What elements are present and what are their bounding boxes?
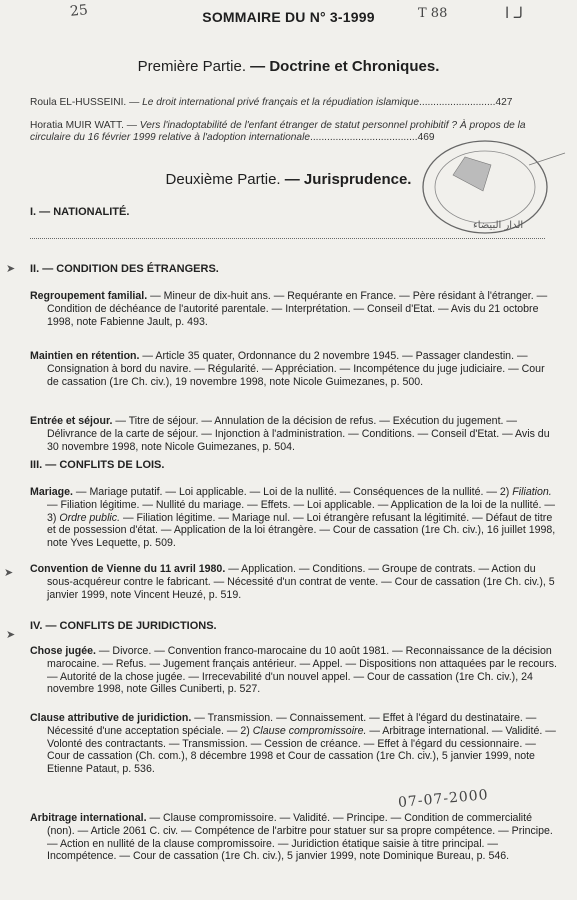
part-two-label: Deuxième Partie. <box>165 171 281 188</box>
entry-body: — Mineur de dix-huit ans. — Requérante en France. — Père résidant à l'étranger. — Condition de déchéance de l'autorité parentale. — Interprétation. — Conseil d'Etat. — Avis du 21 octobre 1998, note Fabienne Jault, p. 493. <box>47 290 548 328</box>
doctrine-dots: ...................................... <box>310 132 418 144</box>
doctrine-dots: ........................... <box>419 97 496 108</box>
doctrine-page: 427 <box>495 97 513 108</box>
library-stamp <box>419 135 567 237</box>
entry-body: — Titre de séjour. — Annulation de la décision de refus. — Exécution du jugement. — Délivrance de la carte de séjour. — Injonction à l'administration. — Conditions. — Conseil d'Etat. — Avis du 30 novembre 1998, note Nicole Guimezanes, p. 504. <box>47 415 550 453</box>
case-entry <box>30 486 558 550</box>
page-title: SOMMAIRE DU N° 3-1999 <box>202 9 375 25</box>
doctrine-title: — Vers l'inadoptabilité de l'enfant étranger de statut personnel prohibitif ? À propos de la circulaire du 16 février 1999 relative à l'adoption internationale <box>30 120 526 144</box>
part-one-heading <box>0 58 577 75</box>
doctrine-title: — Le droit international privé français et la répudiation islamique <box>126 97 420 108</box>
entry-body: — Application. — Conditions. — Groupe de contrats. — Action du sous-acquéreur contre le fabricant. — Nécessité d'un contrat de vente. — Cour de cassation (1re Ch. civ.), 5 janvier 1999, note Vincent Heuzé, p. 519. <box>47 563 555 601</box>
handwritten-arabic-mark: لـ ا <box>505 4 523 22</box>
case-entry <box>30 712 558 776</box>
part-one-title: — Doctrine et Chroniques. <box>250 58 440 75</box>
part-two-title: — Jurisprudence. <box>284 171 412 188</box>
entry-heading: Maintien en rétention. <box>30 350 140 362</box>
entry-body: — Article 35 quater, Ordonnance du 2 novembre 1945. — Passager clandestin. — Consignation à bord du navire. — Régularité. — Appréciation. — Incompétence du juge judiciaire. — Cour de cassation (1re Ch. civ.), 19 novembre 1998, note Nicole Guimezanes, p. 500. <box>47 350 545 388</box>
part-one-label: Première Partie. <box>137 58 246 75</box>
section-heading: II. — CONDITION DES ÉTRANGERS. <box>30 263 219 275</box>
section-heading: I. — NATIONALITÉ. <box>30 206 130 218</box>
handwritten-date: 07-07-2000 <box>397 787 490 811</box>
case-entry <box>30 563 558 601</box>
entry-body: — Divorce. — Convention franco-marocaine du 10 août 1981. — Reconnaissance de la décision marocaine. — Refus. — Jugement français antérieur. — Appel. — Dispositions non attaquées par le recours. — Autorité de la chose jugée. — Irrecevabilité d'un nouvel appel. — Cour de cassation (1re Ch. civ.), 24 novembre 1998, note Gilles Cuniberti, p. 527. <box>47 645 557 696</box>
entry-heading: Mariage. <box>30 486 73 498</box>
entry-heading: Regroupement familial. <box>30 290 148 302</box>
entry-subheading: Ordre public. <box>59 511 121 524</box>
entry-heading: Convention de Vienne du 11 avril 1980. <box>30 563 226 575</box>
case-entry <box>30 415 558 453</box>
entry-subheading: Clause compromissoire. <box>252 724 367 737</box>
case-entry <box>30 290 558 328</box>
entry-subheading: Filiation. <box>512 486 552 498</box>
entry-heading: Arbitrage international. <box>30 812 147 824</box>
case-entry <box>30 812 558 863</box>
entry-body: — Clause compromissoire. — Validité. — Principe. — Condition de commercialité (non). — Article 2061 C. civ. — Compétence de l'arbitre pour statuer sur sa propre compétence. — Principe. — Action en nullité de la clause compromissoire. — Juridiction étatique saisie à titre principal. — Incompétence. — Cour de cassation (1re Ch. civ.), 5 janvier 1999, note Dominique Bureau, p. 546. <box>47 812 553 863</box>
entry-heading: Chose jugée. <box>30 645 96 657</box>
case-entry <box>30 350 558 388</box>
entry-body: — Arbitrage international. — Validité. — Volonté des contractants. — Transmission. — Cession de créance. — Effet à l'égard du cessionnaire. — Cour de cassation (Ch. com.), 8 décembre 1998 et Cour de cassation (1re Ch. civ.), 5 janvier 1999, note Etienne Pataut, p. 536. <box>47 724 556 776</box>
margin-arrow-mark: ➤ <box>6 629 16 641</box>
section-heading: III. — CONFLITS DE LOIS. <box>30 459 165 471</box>
entry-body: — Transmission. — Connaissement. — Effet à l'égard du destinataire. — Nécessité d'une acceptation spéciale. — 2) <box>47 712 537 737</box>
case-entry <box>30 645 558 696</box>
entry-body: — Mariage putatif. — Loi applicable. — Loi de la nullité. — Conséquences de la nullité. — 2) <box>72 486 513 498</box>
doctrine-page: 469 <box>417 132 435 144</box>
doctrine-entry <box>30 97 560 109</box>
doctrine-author: Roula EL-HUSSEINI. <box>30 97 127 108</box>
entry-heading: Clause attributive de juridiction. <box>30 712 192 724</box>
doctrine-author: Horatia MUIR WATT. <box>30 120 124 131</box>
dotted-divider <box>30 238 545 239</box>
stamp-text: الدار البيضاء <box>473 220 524 231</box>
margin-arrow-mark: ➤ <box>4 567 14 579</box>
entry-heading: Entrée et séjour. <box>30 415 113 427</box>
margin-arrow-mark: ➤ <box>6 263 16 275</box>
entry-body: — Filiation légitime. — Nullité du mariage. — Effets. — Loi applicable. — Application de la loi de la nullité. — 3) <box>47 498 555 524</box>
entry-body: — Filiation légitime. — Mariage nul. — Loi étrangère refusant la légitimité. — Défaut de titre et de possession d'état. — Application de la loi étrangère. — Cour de cassation (1re Ch. civ.), 16 juillet 1998, note Yves Lequette, p. 509. <box>47 511 556 550</box>
handwritten-mark: T 88 <box>418 6 448 21</box>
section-heading: IV. — CONFLITS DE JURIDICTIONS. <box>30 620 217 632</box>
handwritten-page-number: 25 <box>69 2 89 20</box>
